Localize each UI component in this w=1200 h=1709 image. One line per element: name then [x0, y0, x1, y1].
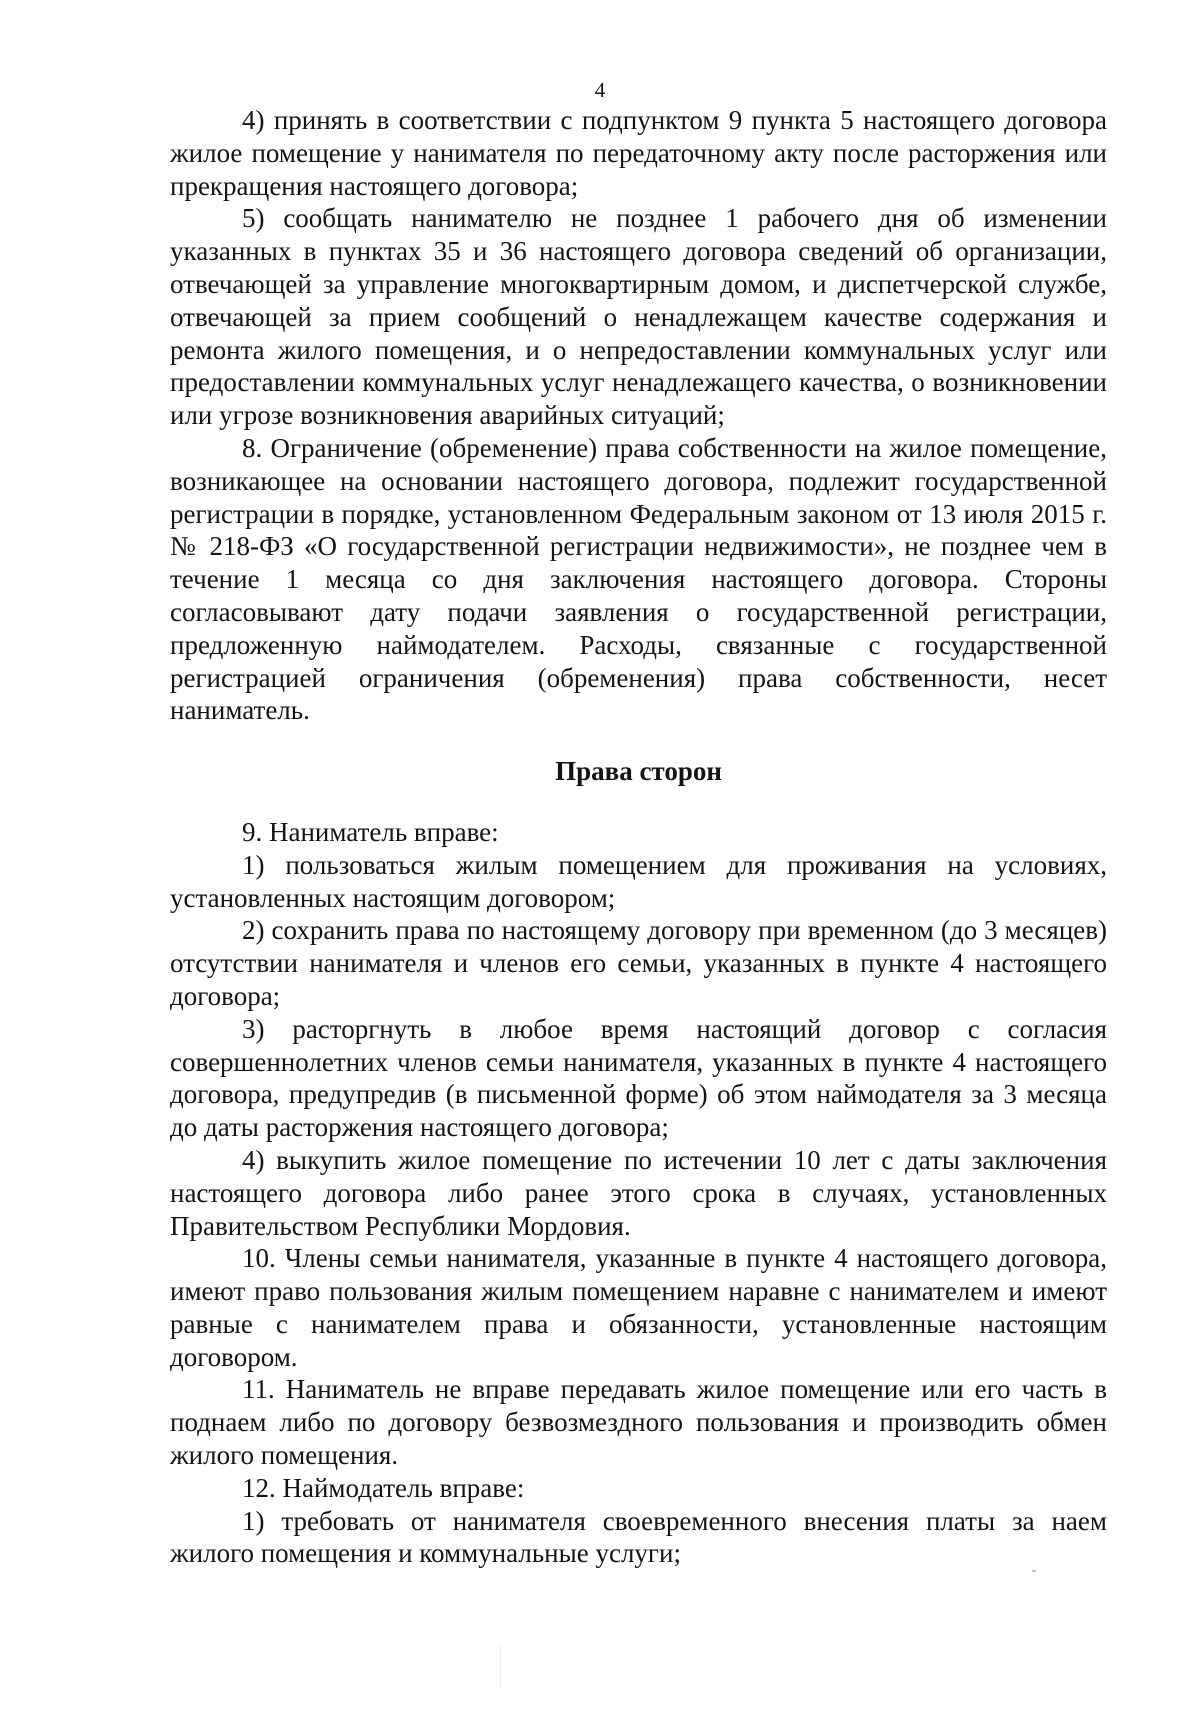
paragraph-12-landlord-rights: 12. Наймодатель вправе: — [242, 1472, 525, 1503]
paragraph-11-no-sublease: 11. Наниматель не вправе передавать жилое помещение или его часть в поднаем либо по договору безвозмездного пользования и производить обмен жилого помещения. — [170, 1374, 1107, 1471]
paragraph-4-accept-premises: 4) принять в соответствии с подпунктом 9 пункта 5 настоящего договора жилое помещение у нанимателя по передаточному акту после расторжения или прекращения настоящего договора; — [170, 105, 1107, 201]
paragraph-9-1-use-premises: 1) пользоваться жилым помещением для проживания на условиях, установленных настоящим договором; — [170, 849, 1107, 913]
scan-artifact — [1032, 1570, 1036, 1572]
paragraph-9-tenant-rights: 9. Наниматель вправе: — [242, 816, 499, 847]
paragraph-9-2-keep-rights: 2) сохранить права по настоящему договору при временном (до 3 месяцев) отсутствии нанимателя и членов его семьи, указанных в пункте 4 настоящего договора; — [170, 915, 1107, 1011]
paragraph-9-4-buyout: 4) выкупить жилое помещение по истечении 10 лет с даты заключения настоящего договора либо ранее этого срока в случаях, установленных Правительством Республики Мордовия. — [170, 1144, 1107, 1241]
paragraph-10-family-members: 10. Члены семьи нанимателя, указанные в пункте 4 настоящего договора, имеют право пользования жилым помещением наравне с нанимателем и имеют равные с нанимателем права и обязанности, установленные настоящим договором. — [170, 1243, 1107, 1372]
paragraph-9-3-terminate: 3) расторгнуть в любое время настоящий договор с согласия совершеннолетних членов семьи нанимателя, указанных в пункте 4 настоящего договора, предупредив (в письменной форме) об этом наймодателя за 3 месяца до даты расторжения настоящего договора; — [170, 1013, 1107, 1143]
paragraph-12-1-require-payment: 1) требовать от нанимателя своевременного внесения платы за наем жилого помещения и коммунальные услуги; — [170, 1505, 1107, 1569]
document-body — [170, 104, 1107, 1570]
paragraph-8-encumbrance-registration: 8. Ограничение (обременение) права собственности на жилое помещение, возникающее на основании настоящего договора, подлежит государственной регистрации в порядке, установленном Федеральным законом от 13 июля 2015 г. № 218-ФЗ «О государственной регистрации недвижимости», не позднее чем в течение 1 месяца со дня заключения настоящего договора. Стороны согласовывают дату подачи заявления о государственной регистрации, предложенную наймодателем. Расходы, связанные с государственной регистрацией ограничения (обременения) права собственности, несет наниматель. — [170, 432, 1107, 726]
page-number: 4 — [594, 78, 606, 102]
scan-artifact — [500, 1646, 501, 1686]
paragraph-5-notify-tenant: 5) сообщать нанимателю не позднее 1 рабочего дня об изменении указанных в пунктах 35 и 36 настоящего договора сведений об организации, отвечающей за управление многоквартирным домом, и диспетчерской службе, отвечающей за прием сообщений о ненадлежащем качестве содержания и ремонта жилого помещения, и о непредоставлении коммунальных услуг или предоставлении коммунальных услуг ненадлежащего качества, о возникновении или угрозе возникновения аварийных ситуаций; — [170, 203, 1107, 431]
section-heading-rights: Права сторон — [555, 756, 722, 787]
